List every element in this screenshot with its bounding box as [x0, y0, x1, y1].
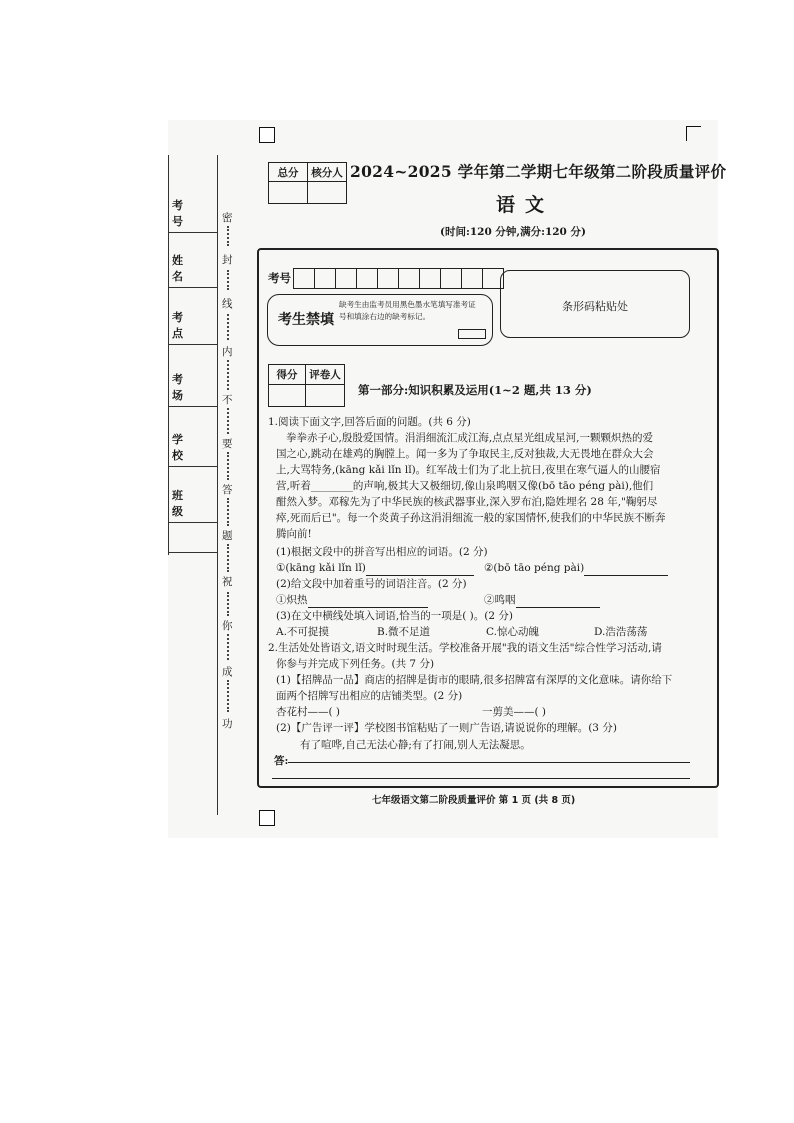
exam-number-box[interactable] [461, 268, 483, 289]
ad-text: 有了喧哗,自己无法心静;有了打闹,别人无法凝思。 [300, 739, 531, 751]
points-header: 得分 [269, 365, 306, 385]
seal-char: 答 [222, 484, 233, 496]
task1-prompt: (1)【招牌品一品】商店的招牌是街市的眼睛,很多招牌富有深厚的文化意味。请你给下 [276, 674, 673, 686]
sub2-item-a: ①炽热 [276, 592, 428, 608]
answer-blank[interactable] [308, 595, 428, 608]
seal-char: 题 [222, 530, 233, 542]
grader-cell[interactable] [306, 385, 345, 407]
passage-line: 上,大骂特务,(kāng kǎi lǐn lǐ)。红军战士们为了北上抗日,夜里在寒气逼人的山腰宿 [276, 464, 661, 476]
exam-number-box[interactable] [377, 268, 399, 289]
passage-line: 腾向前! [276, 528, 312, 540]
grader-table [268, 364, 345, 407]
seal-dots [227, 592, 231, 616]
barcode-label: 条形码粘贴处 [562, 300, 628, 313]
total-score-header: 总分 [269, 163, 308, 182]
strip-divider [168, 552, 217, 553]
exam-title: 2024~2025 学年第二学期七年级第二阶段质量评价 [350, 162, 727, 181]
exam-number-box[interactable] [440, 268, 462, 289]
answer-blank[interactable] [366, 563, 474, 576]
exam-time: (时间:120 分钟,满分:120 分) [440, 226, 586, 238]
exam-number-box[interactable] [314, 268, 336, 289]
sub1-item-a: ①(kāng kǎi lǐn lǐ) [276, 560, 474, 576]
seal-dots [227, 408, 231, 434]
barcode-area[interactable] [500, 270, 690, 338]
question2-prompt: 2.生活处处皆语文,语文时时现生活。学校准备开展"我的语文生活"综合性学习活动,请 [268, 642, 662, 654]
exam-number-label: 考号 [268, 271, 291, 285]
sign-b-answer[interactable]: 一剪美——( ) [482, 706, 547, 718]
registration-mark-top-left [259, 127, 275, 143]
passage-line: 瘁,死而后已"。每一个炎黄子孙这涓涓细流一般的家国情怀,使我们的中华民族不断奔 [276, 512, 666, 524]
sub2-item-b: ②鸣咽 [484, 592, 600, 608]
seal-dots [227, 544, 231, 572]
binding-strip-border-right [217, 155, 218, 815]
seal-char: 线 [222, 298, 233, 310]
option-c[interactable]: C.惊心动魄 [486, 626, 539, 638]
exam-number-box[interactable] [356, 268, 378, 289]
seal-char: 密 [222, 212, 233, 224]
seal-dots [227, 270, 231, 290]
sub1-prompt: (1)根据文段中的拼音写出相应的词语。(2 分) [276, 546, 488, 558]
seal-dots [227, 680, 231, 712]
seal-char: 要 [222, 438, 233, 450]
passage-line: 国之心,跳动在雄鸡的胸膛上。闻一多为了争取民主,反对独裁,大无畏地在群众大会 [276, 448, 654, 460]
strip-field-class[interactable]: 班级 [168, 488, 217, 523]
passage-line: 拳拳赤子心,殷殷爱国情。涓涓细流汇成江海,点点星光组成星河,一颗颗炽热的爱 [286, 432, 654, 444]
answer-blank[interactable] [584, 563, 668, 576]
notice-text: 缺考生由监考员用黑色墨水笔填写准考证号和填涂右边的缺考标记。 [339, 300, 476, 321]
seal-char: 功 [222, 718, 233, 730]
answer-label: 答: [274, 755, 289, 767]
examinee-forbidden-box [267, 294, 493, 346]
option-a[interactable]: A.不可捉摸 [276, 626, 329, 638]
strip-field-name[interactable]: 姓名 [168, 255, 217, 288]
seal-char: 不 [222, 394, 233, 406]
task2-prompt: (2)【广告评一评】学校图书馆粘贴了一则广告语,请说说你的理解。(3 分) [276, 722, 617, 734]
seal-char: 祝 [222, 576, 233, 588]
passage-line: 酣然入梦。邓稼先为了中华民族的核武器事业,深入罗布泊,隐姓埋名 28 年,"鞠躬尽 [276, 496, 658, 508]
seal-dots [227, 360, 231, 390]
question1-prompt: 1.阅读下面文字,回答后面的问题。(共 6 分) [268, 416, 471, 428]
strip-field-exam-number[interactable]: 考号 [168, 200, 217, 233]
part1-heading: 第一部分:知识积累及运用(1~2 题,共 13 分) [358, 383, 592, 397]
strip-field-school[interactable]: 学校 [168, 430, 217, 467]
strip-field-exam-site[interactable]: 考点 [168, 312, 217, 345]
total-score-table [268, 162, 347, 204]
seal-char: 内 [222, 346, 233, 358]
registration-mark-bottom-left [259, 810, 275, 826]
sub1-item-b: ②(bō tāo péng pài) [484, 560, 668, 576]
strip-field-exam-room[interactable]: 考场 [168, 368, 217, 407]
seal-dots [227, 226, 231, 246]
seal-dots [227, 452, 231, 480]
page-footer: 七年级语文第二阶段质量评价 第 1 页 (共 8 页) [372, 795, 576, 806]
points-cell[interactable] [269, 385, 306, 407]
registration-mark-top-right [686, 126, 701, 141]
task1-prompt: 面两个招牌写出相应的店铺类型。(2 分) [276, 690, 463, 702]
checker-header: 核分人 [308, 163, 347, 182]
seal-dots [227, 314, 231, 340]
exam-number-box[interactable] [335, 268, 357, 289]
grader-header: 评卷人 [306, 365, 345, 385]
checker-cell[interactable] [308, 182, 347, 204]
answer-line[interactable] [288, 762, 690, 763]
notice-heading: 考生禁填 [278, 312, 334, 328]
total-score-cell[interactable] [269, 182, 308, 204]
exam-number-boxes[interactable] [294, 268, 504, 289]
seal-dots [227, 498, 231, 526]
answer-line[interactable] [272, 778, 690, 779]
sub3-prompt: (3)在文中横线处填入词语,恰当的一项是( )。(2 分) [276, 610, 513, 622]
seal-dots [227, 634, 231, 660]
question2-prompt: 你参与并完成下列任务。(共 7 分) [276, 658, 435, 670]
seal-char: 你 [222, 620, 233, 632]
passage-line: 营,听着________的声响,极其大又极细切,像山泉鸣咽又像(bō tāo péng pài),他们 [276, 480, 654, 492]
subject-title: 语文 [496, 194, 555, 216]
option-d[interactable]: D.浩浩荡荡 [594, 626, 648, 638]
absent-mark-box[interactable] [458, 329, 486, 339]
sign-a-answer[interactable]: 杏花村——( ) [276, 706, 341, 718]
seal-char: 封 [222, 254, 233, 266]
option-b[interactable]: B.微不足道 [377, 626, 431, 638]
seal-char: 成 [222, 666, 233, 678]
exam-number-box[interactable] [398, 268, 420, 289]
exam-number-box[interactable] [293, 268, 315, 289]
exam-number-box[interactable] [419, 268, 441, 289]
answer-blank[interactable] [516, 595, 600, 608]
sub2-prompt: (2)给文段中加着重号的词语注音。(2 分) [276, 578, 467, 590]
